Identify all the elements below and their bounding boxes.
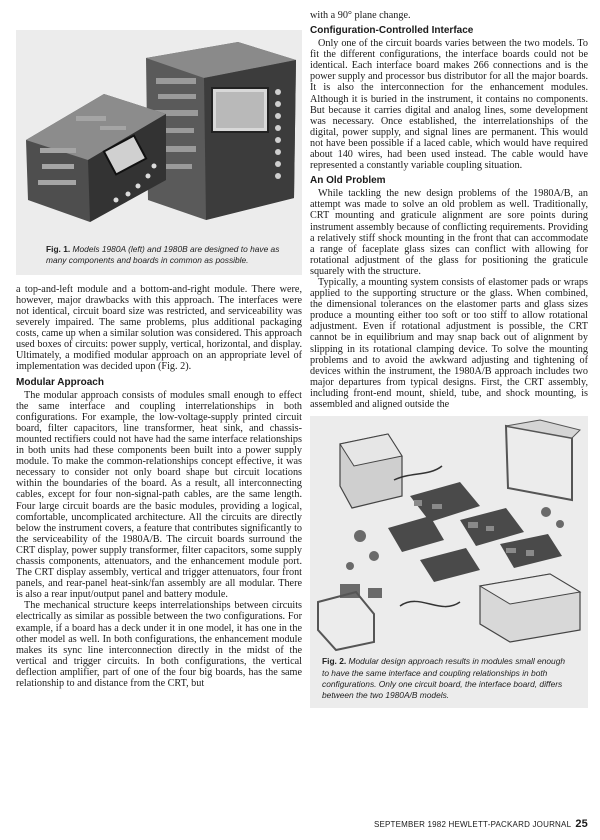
figure-1-caption: [16, 242, 302, 275]
figure-1-caption-text: Models 1980A (left) and 1980B are designed to have as many components and boards in common as possible.: [46, 244, 280, 266]
left-column: [16, 30, 302, 689]
left-paragraph-2: The modular approach consists of modules small enough to effect the same interface and coupling interrelationships in both configurations. For example, the low-voltage-supply printed circuit board, filter capacitors, line transformer, heat sink, and chassis-mounted rectifiers could not have had the same interface relationships in both units had these components been built into a power supply module. To make the common-relationships concept effective, it was necessary to consider not only board shape but circuit locations within the boundaries of the board. As a result, all interconnecting cables, except for four non-signal-path cables, are the same length. Four large circuit boards are the basic modules, providing a logical, comfortable, uncomplicated architecture. All the circuits are directly below the instrument covers, a feature that contributes significantly to the serviceability of the 1980A/B. The circuit boards surround the CRT display, power supply transformer, filter capacitors, some supply chassis components, attenuators, and the enhancement module port. The CRT display assembly, vertical and trigger attenuators, four front panels, and rear-panel heat-sink/fan assembly are all modular. There is also a rear input/output panel and battery module.: [16, 389, 302, 601]
footer-journal-text: SEPTEMBER 1982 HEWLETT-PACKARD JOURNAL: [373, 820, 571, 829]
right-paragraph-2: While tackling the new design problems of the 1980A/B, an attempt was made to solve an old problem as well. Traditionally, CRT mounting and graticule alignment are sore points during instrument assembly because of conflicting requirements. Providing a relatively stiff shock mounting in the front that can accommodate a range of faceplate glass sizes can conflict with allowing for rotational adjustment of the glass for positioning the graticule squarely with the structure.: [310, 188, 588, 277]
exploded-modules-photo-illustration: [310, 416, 588, 652]
left-paragraph-3: The mechanical structure keeps interrelationships between circuits electrically as similar as possible between the two configurations. For example, if a board has a deck under it in one model, it has one in the other model as well. In both configurations, the enhancement module makes its sync line interconnection directly in the midst of the vertical and trigger circuits. In both configurations, the vertical deflection amplifier, part of one of the four big boards, has the same relationship to and distance from the CRT, but: [16, 600, 302, 689]
heading-modular-approach: Modular Approach: [16, 376, 104, 388]
oscilloscope-photo-illustration: [16, 30, 302, 242]
figure-2-caption-text: Modular design approach results in modules small enough to have the same interface and coupling relationships in both configurations. Only one circuit board, the interface board, differs between the two 1980A/B models.: [322, 656, 566, 701]
figure-2-photo: [310, 416, 588, 652]
right-paragraph-0: with a 90° plane change.: [310, 10, 411, 21]
heading-an-old-problem: An Old Problem: [310, 175, 386, 187]
heading-configuration-controlled-interface: Configuration-Controlled Interface: [310, 25, 474, 37]
figure-2-caption: [310, 652, 588, 708]
page-number: 25: [575, 818, 588, 830]
page-footer: [374, 818, 588, 830]
figure-1-label: Fig. 1.: [46, 244, 71, 254]
figure-2-label: Fig. 2.: [322, 656, 347, 667]
figure-1-photo: [16, 30, 302, 242]
right-column: [310, 10, 588, 708]
right-paragraph-3: Typically, a mounting system consists of elastomer pads or wraps applied to the supporting structure or the glass. When combined, the dimensional tolerances on the elastomer parts and glass sizes produce a mounting either too soft or too stiff to allow rotational adjustment. Even if rotational adjustment is possible, the CRT cannot be in equilibrium and may snap back out of alignment by slipping in its rotational clamping device. To solve the mounting problems and to avoid the awkward adjusting and tightening of devices within the instrument, the 1980A/B approach includes two major departures from typical designs. First, the CRT assembly, including front-end mount, shield, tube, and shock mounting, is assembled and aligned outside the: [310, 276, 588, 410]
left-paragraph-1: a top-and-left module and a bottom-and-right module. There were, however, major drawbacks with this approach. The interfaces were not identical, circuit board size was restricted, and serviceability was severely impaired. The same problems, plus additional packaging costs, came up when a similar solution was considered. This approach used boxes of circuits: power supply, vertical, horizontal, and display. Ultimately, a modified modular approach on an appropriate level of implementation was decided upon (Fig. 2).: [16, 283, 302, 373]
right-paragraph-1: Only one of the circuit boards varies between the two models. To fit the different configurations, the interface boards could not be identical. Each interface board makes 266 connections and is the power supply and processor bus distributor for all the major boards. It is also the interconnection for the enhancement modules. Although it is buried in the instrument, it contains no components. But because it carries digital and analog lines, some development was necessary. Once established, the interrelationships of the digital, power supply, and signal lines are permanent. This would not have been possible if a laced cable, which would have required about 140 wires, had been used instead. The cable would have represented a constantly variable coupling situation.: [310, 38, 588, 172]
